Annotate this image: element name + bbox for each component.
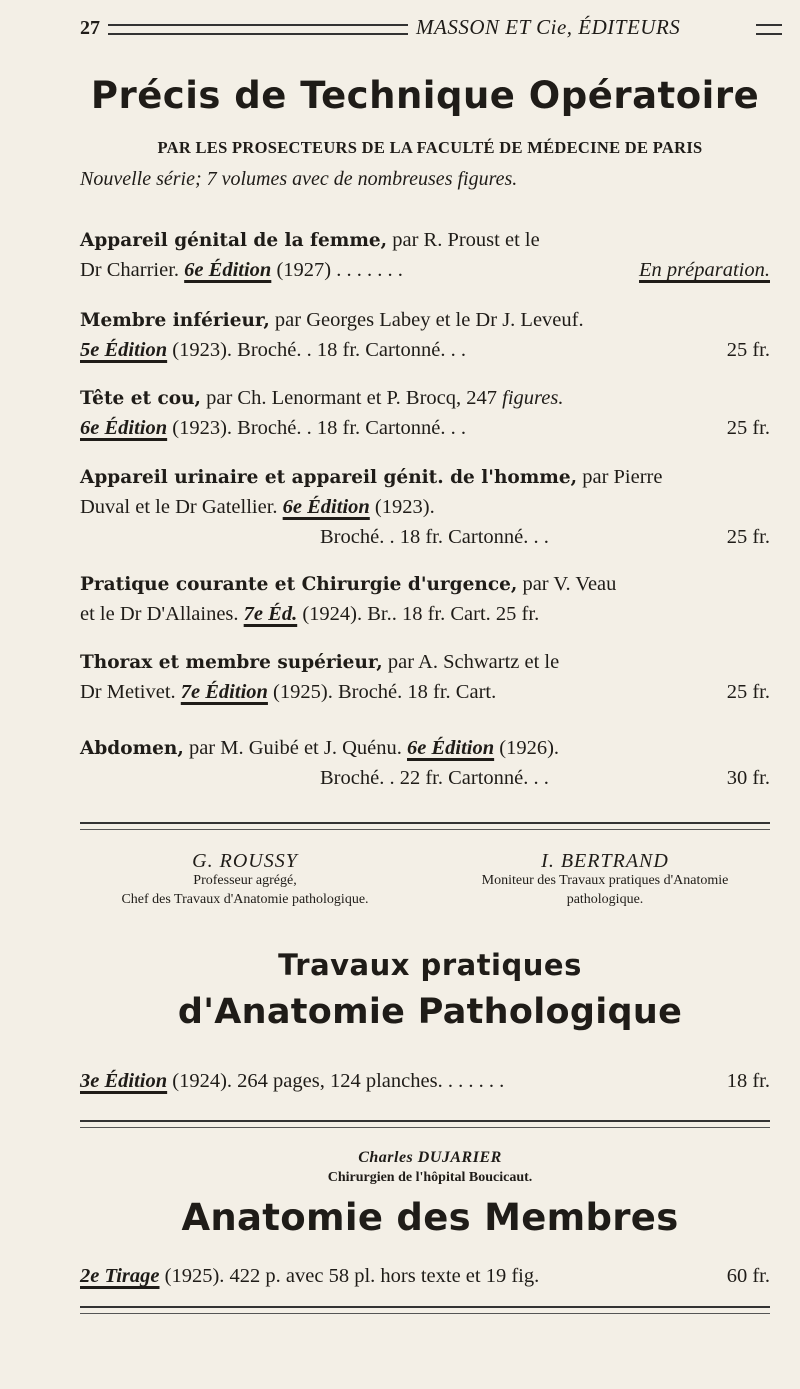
entry-authors: par A. Schwartz et le [382, 651, 560, 673]
catalog-entry [80, 384, 780, 444]
catalog-entry [80, 570, 780, 630]
entry-edition: 7e Édition [180, 681, 268, 703]
entry-edition: 2e Tirage [80, 1265, 160, 1287]
precis-subtitle: PAR LES PROSECTEURS DE LA FACULTÉ DE MÉDECINE DE PARIS [157, 138, 703, 157]
precis-series: Nouvelle série; 7 volumes avec de nombreuses figures. [80, 168, 518, 190]
entry-price: 25 fr. [726, 417, 770, 439]
author-role: Moniteur des Travaux pratiques d'Anatomie [481, 873, 729, 888]
author-role: Chef des Travaux d'Anatomie pathologique. [121, 892, 369, 907]
entry-year: (1927) . . . . . . . [271, 259, 403, 281]
entry-edition: 3e Édition [80, 1070, 168, 1092]
entry-authors: par Ch. Lenormant et P. Brocq, 247 [200, 387, 503, 409]
author-role: Chirurgien de l'hôpital Boucicaut. [327, 1170, 533, 1185]
entry-authors: Dr Charrier. [80, 259, 185, 281]
entry-authors: par R. Proust et le [387, 229, 540, 251]
entry-title: Thorax et membre supérieur, [80, 652, 383, 673]
catalog-entry [80, 463, 780, 553]
entry-title: Appareil génital de la femme, [80, 230, 388, 251]
entry-prices: (1923). Broché. . 18 fr. Cartonné. . . [167, 417, 467, 439]
author-block-roussy [80, 852, 410, 909]
author-block-dujarier [80, 1148, 780, 1188]
catalog-entry [80, 648, 780, 708]
author-block-bertrand [440, 852, 770, 909]
entry-title: Abdomen, [80, 738, 184, 759]
entry-prices: (1923). Broché. . 18 fr. Cartonné. . . [167, 339, 467, 361]
entry-price: 25 fr. [726, 339, 770, 361]
author-role: Professeur agrégé, [193, 873, 297, 888]
entry-edition: 5e Édition [80, 339, 168, 361]
author-name: G. ROUSSY [192, 850, 298, 872]
entry-price: 30 fr. [726, 767, 770, 789]
author-name: Charles DUJARIER [358, 1149, 502, 1166]
section-divider [80, 1120, 770, 1128]
entry-prices: (1925). Broché. 18 fr. Cart. [267, 681, 497, 703]
entry-authors: par V. Veau [517, 573, 617, 595]
entry-prices: Broché. . 18 fr. Cartonné. . . [320, 526, 549, 548]
header-rule-left [108, 24, 408, 35]
membres-details [80, 1262, 780, 1292]
entry-price: 25 fr. [726, 526, 770, 548]
precis-title: Précis de Technique Opératoire [90, 74, 760, 117]
entry-edition: 6e Édition [282, 496, 370, 518]
travaux-title-line1: Travaux pratiques [278, 948, 582, 982]
entry-authors: par Georges Labey et le Dr J. Leveuf. [269, 309, 584, 331]
entry-price: 18 fr. [726, 1070, 770, 1092]
entry-year: (1923). [369, 496, 435, 518]
page-header [80, 14, 770, 44]
entry-edition: 6e Édition [184, 259, 272, 281]
entry-edition: 6e Édition [407, 737, 495, 759]
section-divider [80, 1306, 770, 1314]
entry-authors: Duval et le Dr Gatellier. [80, 496, 283, 518]
entry-price: 25 fr. [726, 681, 770, 703]
entry-prices: (1924). Br.. 18 fr. Cart. 25 fr. [297, 603, 540, 625]
travaux-title-line2: d'Anatomie Pathologique [177, 992, 683, 1032]
entry-authors: par Pierre [577, 466, 663, 488]
entry-title: Tête et cou, [80, 388, 201, 409]
entry-details: (1924). 264 pages, 124 planches. . . . . . . [167, 1070, 505, 1092]
catalog-entry [80, 226, 780, 286]
publisher-name: MASSON ET Cie, ÉDITEURS [416, 15, 681, 39]
entry-title: Pratique courante et Chirurgie d'urgence, [80, 574, 518, 595]
entry-figures: figures. [502, 387, 564, 409]
entry-edition: 6e Édition [80, 417, 168, 439]
entry-status: En préparation. [639, 259, 770, 281]
catalog-entry [80, 306, 780, 366]
page-number: 27 [80, 17, 100, 39]
catalog-entry [80, 734, 780, 794]
entry-year: (1926). [494, 737, 560, 759]
section-divider [80, 822, 770, 830]
entry-price: 60 fr. [726, 1265, 770, 1287]
author-name: I. BERTRAND [541, 850, 669, 872]
entry-title: Appareil urinaire et appareil génit. de l'homme, [80, 467, 578, 488]
travaux-details [80, 1067, 780, 1097]
membres-title: Anatomie des Membres [181, 1196, 679, 1239]
entry-authors: par M. Guibé et J. Quénu. [183, 737, 407, 759]
entry-prices: Broché. . 22 fr. Cartonné. . . [320, 767, 549, 789]
entry-authors: et le Dr D'Allaines. [80, 603, 244, 625]
entry-details: (1925). 422 p. avec 58 pl. hors texte et 19 fig. [159, 1265, 540, 1287]
author-role: pathologique. [566, 892, 644, 907]
entry-title: Membre inférieur, [80, 310, 270, 331]
header-rule-right [756, 24, 782, 35]
entry-authors: Dr Metivet. [80, 681, 181, 703]
entry-edition: 7e Éd. [243, 603, 298, 625]
